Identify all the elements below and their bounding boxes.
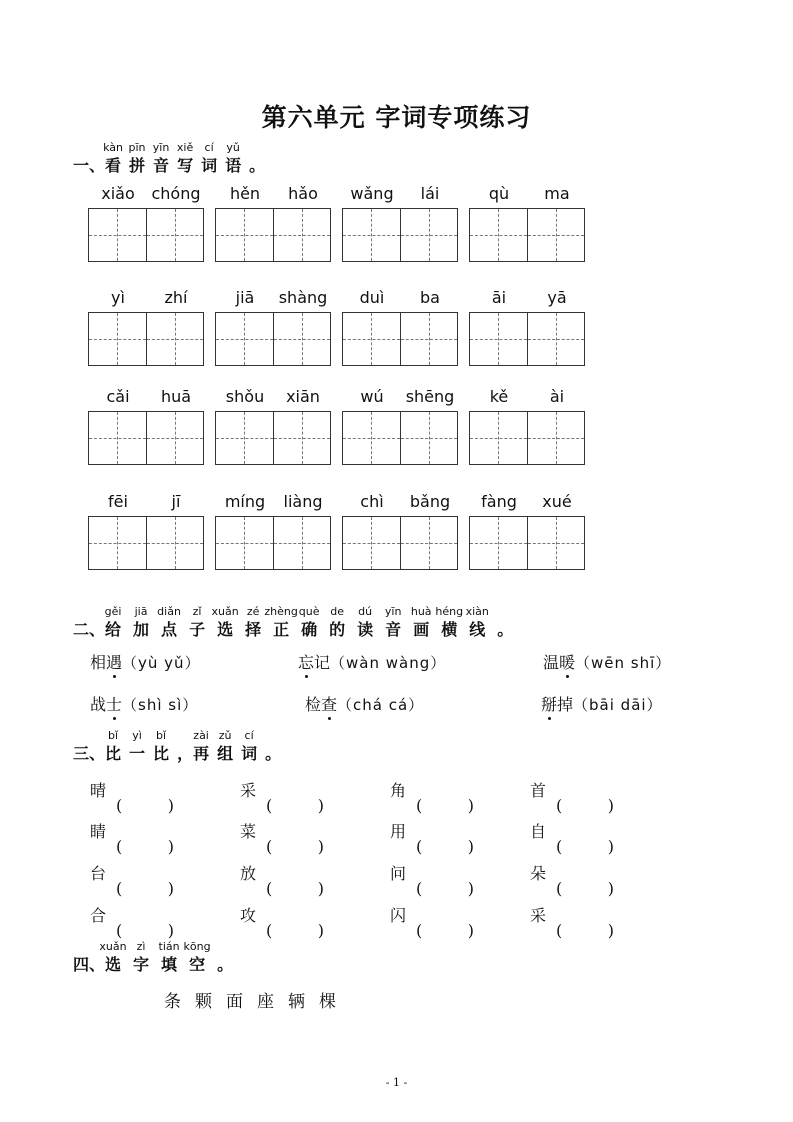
pinyin: shàng xyxy=(278,288,328,307)
tian-zi-cell[interactable] xyxy=(216,209,273,261)
pinyin: āi xyxy=(491,288,507,307)
heading-char: 一 xyxy=(129,744,146,763)
pinyin: cǎi xyxy=(106,387,130,406)
pinyin: fēi xyxy=(108,492,128,511)
pinyin-annotation: diǎn xyxy=(157,605,181,618)
compare-char: 角 xyxy=(390,781,407,800)
pinyin-annotation: de xyxy=(330,605,345,618)
pinyin-annotation: kōng xyxy=(183,940,211,953)
pinyin: hěn xyxy=(229,184,261,203)
pinyin-options[interactable]: （shì sì） xyxy=(122,696,199,714)
writing-box[interactable] xyxy=(88,516,204,570)
pinyin-annotation: cí xyxy=(244,729,254,742)
heading-char: 子 xyxy=(189,620,206,639)
measure-word-choice: 条 xyxy=(164,992,181,1012)
ruby-char xyxy=(298,605,320,639)
tian-zi-cell[interactable] xyxy=(89,517,146,569)
heading-punct: 。 xyxy=(217,955,234,974)
heading-char: 点 xyxy=(161,620,178,639)
pinyin: duì xyxy=(359,288,385,307)
measure-word-choice: 棵 xyxy=(319,992,336,1012)
ruby-char xyxy=(153,729,170,763)
heading-char: 音 xyxy=(153,156,170,175)
compare-char: 采 xyxy=(240,781,257,800)
tian-zi-cell[interactable] xyxy=(273,313,331,365)
pinyin-annotation: tián xyxy=(158,940,180,953)
compose-word-item xyxy=(530,903,614,926)
heading-char: 组 xyxy=(217,744,234,763)
compare-char: 朵 xyxy=(530,864,547,883)
word-char: 相 xyxy=(90,653,107,672)
ruby-char xyxy=(128,141,146,175)
tian-zi-cell[interactable] xyxy=(89,313,146,365)
writing-box[interactable] xyxy=(215,516,331,570)
pinyin-options[interactable]: （wàn wàng） xyxy=(330,654,447,672)
compose-word-item xyxy=(240,903,324,926)
writing-box[interactable] xyxy=(469,411,585,465)
heading-char: 写 xyxy=(177,156,194,175)
ruby-char xyxy=(189,605,206,639)
ruby-char xyxy=(211,605,239,639)
pinyin-annotation: bǐ xyxy=(107,729,119,742)
pinyin-annotation: xiě xyxy=(176,141,194,154)
pinyin-annotation: yīn xyxy=(152,141,170,154)
ruby-char xyxy=(201,141,218,175)
dotted-char: 遇 xyxy=(106,650,122,673)
compose-word-item xyxy=(390,819,474,842)
tian-zi-cell[interactable] xyxy=(470,209,527,261)
ruby-char xyxy=(329,605,346,639)
heading-char: 填 xyxy=(161,955,178,974)
pinyin-annotation: xiàn xyxy=(465,605,489,618)
writing-box[interactable] xyxy=(88,312,204,366)
reading-choice-item[interactable] xyxy=(543,650,671,673)
writing-box[interactable] xyxy=(215,312,331,366)
compose-word-item xyxy=(530,819,614,842)
pinyin: wú xyxy=(360,387,384,406)
heading-char: 比 xyxy=(153,744,170,763)
heading-char: 选 xyxy=(217,620,234,639)
tian-zi-cell[interactable] xyxy=(470,412,527,464)
pinyin: huā xyxy=(160,387,192,406)
ruby-char xyxy=(245,605,262,639)
writing-box[interactable] xyxy=(342,516,458,570)
pinyin-annotation: zǐ xyxy=(192,605,202,618)
compare-char: 自 xyxy=(530,822,547,841)
pinyin-annotation: gěi xyxy=(104,605,122,618)
tian-zi-cell[interactable] xyxy=(273,412,331,464)
heading-char: 正 xyxy=(273,620,290,639)
pinyin-annotation: jiā xyxy=(134,605,148,618)
word-char: 检 xyxy=(305,695,322,714)
tian-zi-cell[interactable] xyxy=(527,313,585,365)
pinyin: hǎo xyxy=(288,184,318,203)
heading-char: 语 xyxy=(225,156,242,175)
pinyin: xué xyxy=(542,492,572,511)
ruby-char xyxy=(176,141,194,175)
ruby-char xyxy=(435,605,464,639)
ruby-char xyxy=(129,729,146,763)
compose-word-item xyxy=(240,778,324,801)
pinyin-options[interactable]: （yù yǔ） xyxy=(122,654,201,672)
pinyin: zhí xyxy=(164,288,188,307)
pinyin-annotation: zǔ xyxy=(218,729,232,742)
ruby-char xyxy=(193,729,210,763)
pinyin: qù xyxy=(488,184,510,203)
pinyin-options[interactable]: （bāi dāi） xyxy=(573,696,663,714)
pinyin-options[interactable]: （chá cá） xyxy=(337,696,425,714)
heading-char: 比 xyxy=(105,744,122,763)
tian-zi-cell[interactable] xyxy=(216,517,273,569)
reading-choice-item[interactable] xyxy=(541,692,663,715)
compare-char: 采 xyxy=(530,906,547,925)
heading-char: 读 xyxy=(357,620,374,639)
pinyin: lái xyxy=(420,184,440,203)
writing-box[interactable] xyxy=(215,208,331,262)
tian-zi-cell[interactable] xyxy=(89,209,146,261)
heading-char: 线 xyxy=(469,620,486,639)
ruby-char xyxy=(264,605,298,639)
tian-zi-cell[interactable] xyxy=(273,209,331,261)
dotted-char: 士 xyxy=(106,692,122,715)
reading-choice-item[interactable] xyxy=(90,650,201,673)
heading-punct: 。 xyxy=(497,620,514,639)
pinyin-annotation: héng xyxy=(435,605,464,618)
heading-char: 音 xyxy=(385,620,402,639)
pinyin: jī xyxy=(171,492,181,511)
ruby-char xyxy=(99,940,127,974)
heading-char: 再 xyxy=(193,744,210,763)
tian-zi-cell[interactable] xyxy=(146,412,204,464)
ruby-char xyxy=(157,605,181,639)
writing-box[interactable] xyxy=(469,516,585,570)
tian-zi-cell[interactable] xyxy=(470,517,527,569)
dotted-char: 掰 xyxy=(541,692,557,715)
tian-zi-cell[interactable] xyxy=(527,412,585,464)
pinyin: chì xyxy=(360,492,384,511)
compose-word-item xyxy=(90,903,174,926)
pinyin-row xyxy=(88,288,588,310)
pinyin-annotation: yīn xyxy=(384,605,402,618)
compose-word-item xyxy=(530,861,614,884)
pinyin-annotation: yǔ xyxy=(226,141,240,154)
tian-zi-cell[interactable] xyxy=(343,412,400,464)
pinyin: jiā xyxy=(235,288,255,307)
section-number: 四、 xyxy=(73,955,106,974)
heading-char: 拼 xyxy=(129,156,146,175)
section-number: 二、 xyxy=(73,620,106,639)
heading-punct: 。 xyxy=(265,744,282,763)
pinyin: bǎng xyxy=(409,492,451,511)
writing-box[interactable] xyxy=(469,312,585,366)
word-choices xyxy=(164,987,350,1012)
word-char: 掉 xyxy=(557,695,574,714)
pinyin: míng xyxy=(224,492,266,511)
compose-word-item xyxy=(240,819,324,842)
ruby-char xyxy=(384,605,402,639)
pinyin: liàng xyxy=(283,492,323,511)
heading-char: 看 xyxy=(105,156,122,175)
heading-char: 的 xyxy=(329,620,346,639)
tian-zi-cell[interactable] xyxy=(527,209,585,261)
measure-word-choice: 座 xyxy=(257,992,274,1012)
tian-zi-cell[interactable] xyxy=(146,313,204,365)
compare-char: 用 xyxy=(390,822,407,841)
compose-word-item xyxy=(240,861,324,884)
compose-word-item xyxy=(390,778,474,801)
heading-char: 横 xyxy=(441,620,458,639)
compare-char: 合 xyxy=(90,906,107,925)
ruby-char xyxy=(158,940,180,974)
writing-box[interactable] xyxy=(342,208,458,262)
heading-char: 择 xyxy=(245,620,262,639)
ruby-char xyxy=(225,141,242,175)
pinyin-annotation: bǐ xyxy=(156,729,167,742)
measure-word-choice: 辆 xyxy=(288,992,305,1012)
pinyin: yā xyxy=(547,288,567,307)
pinyin: xiǎo xyxy=(101,184,135,203)
heading-punct: 。 xyxy=(249,156,266,175)
tian-zi-cell[interactable] xyxy=(216,313,273,365)
ruby-char xyxy=(133,605,150,639)
pinyin-row xyxy=(88,184,588,206)
pinyin-annotation: què xyxy=(298,605,320,618)
pinyin-row xyxy=(88,387,588,409)
pinyin-annotation: zài xyxy=(193,729,209,742)
ruby-char xyxy=(103,141,123,175)
compare-char: 台 xyxy=(90,864,107,883)
measure-word-choice: 颗 xyxy=(195,992,212,1012)
tian-zi-cell[interactable] xyxy=(400,313,458,365)
pinyin-annotation: xuǎn xyxy=(99,940,127,953)
ruby-char xyxy=(410,605,432,639)
ruby-char xyxy=(241,729,258,763)
tian-zi-cell[interactable] xyxy=(146,209,204,261)
heading-char: 画 xyxy=(413,620,430,639)
compare-char: 问 xyxy=(390,864,407,883)
pinyin: xiān xyxy=(286,387,320,406)
pinyin-options[interactable]: （wēn shī） xyxy=(575,654,672,672)
writing-box[interactable] xyxy=(88,411,204,465)
tian-zi-cell[interactable] xyxy=(89,412,146,464)
pinyin: shēng xyxy=(405,387,455,406)
heading-char: 词 xyxy=(201,156,218,175)
compare-char: 晴 xyxy=(90,781,107,800)
tian-zi-cell[interactable] xyxy=(400,209,458,261)
pinyin-annotation: huà xyxy=(410,605,432,618)
compare-char: 放 xyxy=(240,864,257,883)
pinyin: wǎng xyxy=(350,184,394,203)
ruby-char xyxy=(105,729,122,763)
word-char: 战 xyxy=(90,695,107,714)
heading-char: 给 xyxy=(105,620,122,639)
reading-choice-item[interactable] xyxy=(305,692,424,715)
section-number: 三、 xyxy=(73,744,106,763)
tian-zi-cell[interactable] xyxy=(216,412,273,464)
tian-zi-cell[interactable] xyxy=(400,412,458,464)
reading-choice-item[interactable] xyxy=(90,692,198,715)
pinyin: ba xyxy=(420,288,440,307)
pinyin-annotation: cí xyxy=(204,141,214,154)
pinyin-row xyxy=(88,492,588,514)
ruby-char xyxy=(183,940,211,974)
dotted-char: 忘 xyxy=(298,650,314,673)
section-4-heading xyxy=(73,940,234,974)
pinyin-annotation: yì xyxy=(132,729,142,742)
page-number: - 1 - xyxy=(385,1076,408,1089)
pinyin: ma xyxy=(544,184,570,203)
tian-zi-cell[interactable] xyxy=(527,517,585,569)
pinyin: fàng xyxy=(481,492,517,511)
heading-char: 确 xyxy=(301,620,318,639)
compose-word-item xyxy=(390,861,474,884)
word-char: 温 xyxy=(543,653,560,672)
pinyin: chóng xyxy=(151,184,201,203)
compare-char: 菜 xyxy=(240,822,257,841)
dotted-char: 暖 xyxy=(559,650,575,673)
tian-zi-cell[interactable] xyxy=(343,313,400,365)
compare-char: 睛 xyxy=(90,822,107,841)
pinyin-annotation: pīn xyxy=(128,141,146,154)
writing-box[interactable] xyxy=(342,312,458,366)
heading-char: 字 xyxy=(133,955,150,974)
heading-char: 词 xyxy=(241,744,258,763)
ruby-char xyxy=(104,605,122,639)
tian-zi-cell[interactable] xyxy=(146,517,204,569)
reading-choice-item[interactable] xyxy=(298,650,446,673)
pinyin: yì xyxy=(111,288,125,307)
section-1-heading xyxy=(73,141,266,175)
ruby-char xyxy=(357,605,374,639)
compare-char: 攻 xyxy=(240,906,257,925)
pinyin-annotation: zhèng xyxy=(264,605,298,618)
tian-zi-cell[interactable] xyxy=(470,313,527,365)
compose-word-item xyxy=(390,903,474,926)
ruby-char xyxy=(152,141,170,175)
pinyin: ài xyxy=(549,387,565,406)
ruby-char xyxy=(465,605,489,639)
dotted-char: 查 xyxy=(321,692,337,715)
pinyin: kě xyxy=(489,387,509,406)
measure-word-choice: 面 xyxy=(226,992,243,1012)
compare-char: 闪 xyxy=(390,906,407,925)
pinyin-annotation: kàn xyxy=(103,141,123,154)
pinyin: shǒu xyxy=(225,387,265,406)
heading-char: 加 xyxy=(133,620,150,639)
section-number: 一、 xyxy=(73,156,106,175)
writing-box[interactable] xyxy=(215,411,331,465)
pinyin-annotation: zì xyxy=(136,940,146,953)
ruby-char xyxy=(133,940,150,974)
ruby-char xyxy=(217,729,234,763)
compose-word-item xyxy=(90,861,174,884)
heading-punct: ， xyxy=(177,744,194,763)
compose-word-item xyxy=(90,778,174,801)
tian-zi-cell[interactable] xyxy=(273,517,331,569)
heading-char: 空 xyxy=(189,955,206,974)
tian-zi-cell[interactable] xyxy=(400,517,458,569)
writing-box[interactable] xyxy=(88,208,204,262)
tian-zi-cell[interactable] xyxy=(343,517,400,569)
compose-word-item xyxy=(530,778,614,801)
page-title: 第六单元 字词专项练习 xyxy=(261,103,532,132)
compose-word-item xyxy=(90,819,174,842)
pinyin-annotation: dú xyxy=(358,605,373,618)
pinyin-annotation: zé xyxy=(246,605,260,618)
writing-box[interactable] xyxy=(469,208,585,262)
compare-char: 首 xyxy=(530,781,547,800)
tian-zi-cell[interactable] xyxy=(343,209,400,261)
pinyin-annotation: xuǎn xyxy=(211,605,239,618)
word-char: 记 xyxy=(314,653,331,672)
section-2-heading xyxy=(73,605,514,639)
section-3-heading xyxy=(73,729,282,763)
heading-char: 选 xyxy=(105,955,122,974)
writing-box[interactable] xyxy=(342,411,458,465)
